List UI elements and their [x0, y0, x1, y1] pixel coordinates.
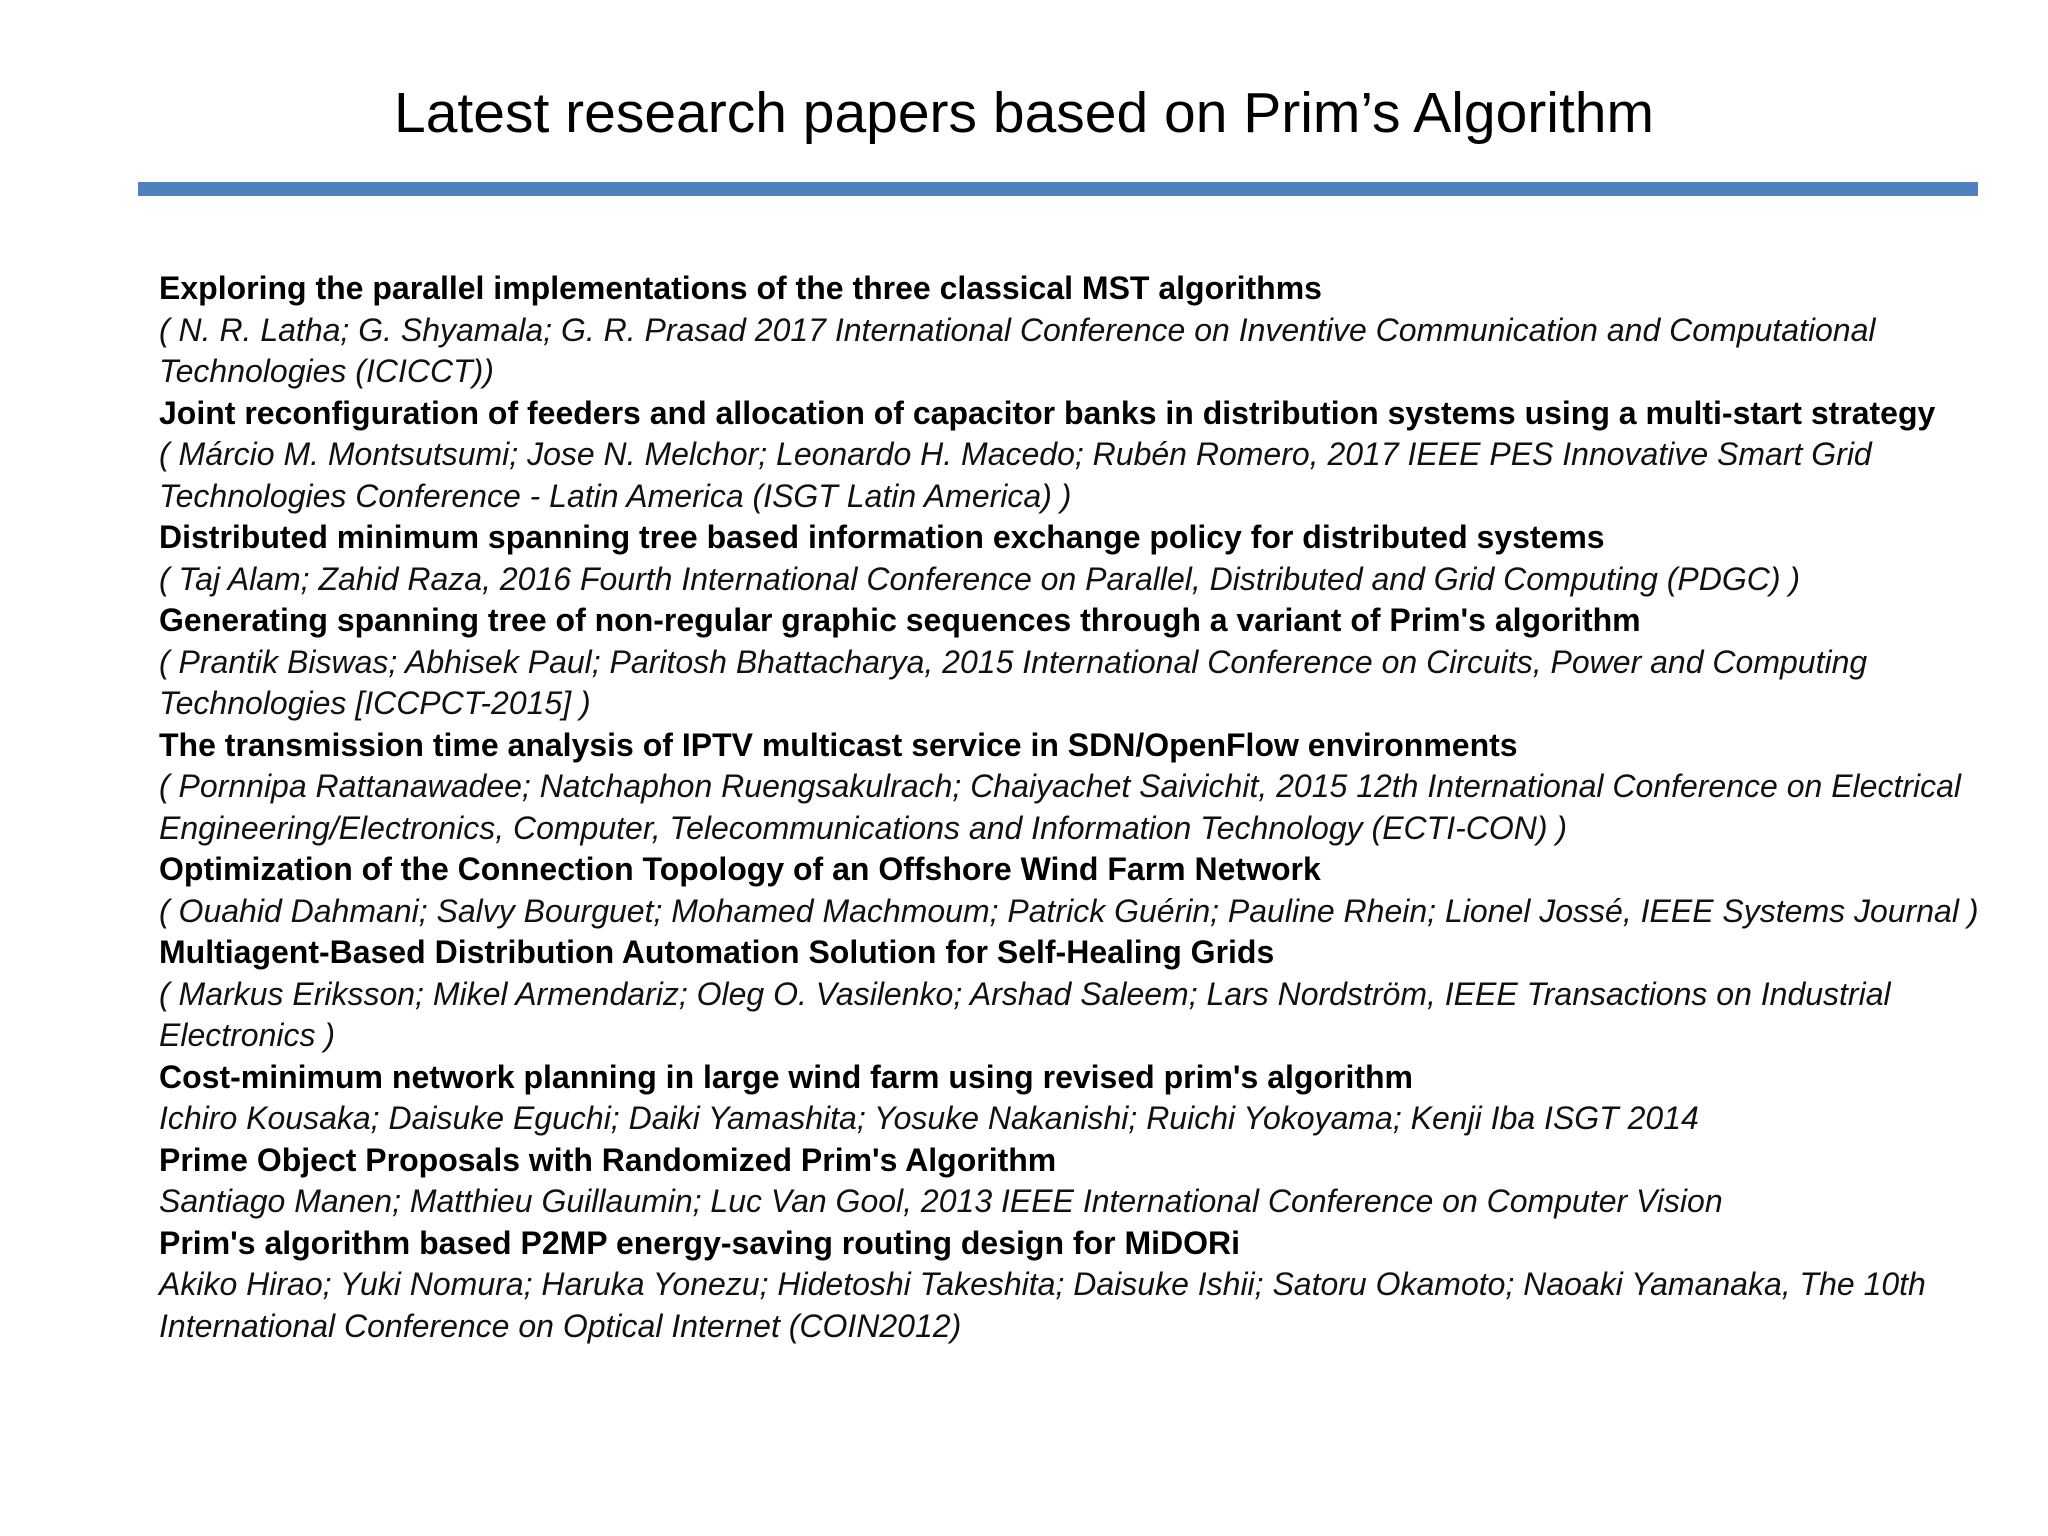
- paper-entry: [159, 1223, 2009, 1348]
- paper-citation: ( Pornnipa Rattanawadee; Natchaphon Ruengsakulrach; Chaiyachet Saivichit, 2015 12th International Conference on Electrical Engineering/Electronics, Computer, Telecommunications and Information Technology (ECTI-CON) ): [159, 768, 1961, 846]
- paper-title: Cost-minimum network planning in large wind farm using revised prim's algorithm: [159, 1058, 1413, 1095]
- paper-citation: ( Taj Alam; Zahid Raza, 2016 Fourth International Conference on Parallel, Distributed and Grid Computing (PDGC) ): [159, 560, 1801, 597]
- paper-title: Prime Object Proposals with Randomized Prim's Algorithm: [159, 1141, 1057, 1178]
- paper-list: [159, 268, 2009, 1347]
- paper-title: Joint reconfiguration of feeders and allocation of capacitor banks in distribution systems using a multi-start strategy: [159, 394, 1936, 431]
- paper-title: Prim's algorithm based P2MP energy-saving routing design for MiDORi: [159, 1224, 1240, 1261]
- paper-citation: ( Prantik Biswas; Abhisek Paul; Paritosh Bhattacharya, 2015 International Conference on Circuits, Power and Computing Technologies [ICCPCT-2015] ): [159, 643, 1868, 721]
- slide-title: Latest research papers based on Prim’s Algorithm: [394, 81, 1654, 145]
- paper-entry: [159, 1057, 2009, 1140]
- paper-entry: [159, 268, 2009, 393]
- paper-title: Multiagent-Based Distribution Automation Solution for Self-Healing Grids: [159, 934, 1275, 970]
- paper-citation: ( Márcio M. Montsutsumi; Jose N. Melchor; Leonardo H. Macedo; Rubén Romero, 2017 IEEE PES Innovative Smart Grid Technologies Conference - Latin America (ISGT Latin America) ): [159, 436, 1872, 514]
- paper-citation: ( Ouahid Dahmani; Salvy Bourguet; Mohamed Machmoum; Patrick Guérin; Pauline Rhein; Lionel Jossé, IEEE Systems Journal ): [159, 892, 1979, 929]
- paper-entry: [159, 1140, 2009, 1223]
- paper-title: Distributed minimum spanning tree based information exchange policy for distributed systems: [159, 519, 1605, 555]
- paper-citation: Akiko Hirao; Yuki Nomura; Haruka Yonezu; Hidetoshi Takeshita; Daisuke Ishii; Satoru Okamoto; Naoaki Yamanaka, The 10th International Conference on Optical Internet (COIN2012): [159, 1266, 1926, 1344]
- paper-title: Exploring the parallel implementations of the three classical MST algorithms: [159, 270, 1322, 306]
- paper-entry: [159, 849, 2009, 932]
- paper-entry: [159, 932, 2009, 1057]
- paper-entry: [159, 600, 2009, 725]
- paper-title: The transmission time analysis of IPTV multicast service in SDN/OpenFlow environments: [159, 726, 1518, 763]
- title-divider: [138, 182, 1978, 196]
- paper-citation: Ichiro Kousaka; Daisuke Eguchi; Daiki Yamashita; Yosuke Nakanishi; Ruichi Yokoyama; Kenji Iba ISGT 2014: [159, 1100, 1699, 1136]
- paper-entry: [159, 517, 2009, 600]
- paper-citation: ( N. R. Latha; G. Shyamala; G. R. Prasad 2017 International Conference on Inventive Communication and Computational Technologies (ICICCT)): [159, 311, 1876, 389]
- paper-title: Optimization of the Connection Topology of an Offshore Wind Farm Network: [159, 851, 1321, 887]
- paper-citation: ( Markus Eriksson; Mikel Armendariz; Oleg O. Vasilenko; Arshad Saleem; Lars Nordström, IEEE Transactions on Industrial Electronics ): [159, 975, 1891, 1053]
- paper-title: Generating spanning tree of non-regular graphic sequences through a variant of Prim's algorithm: [159, 602, 1641, 638]
- paper-entry: [159, 725, 2009, 850]
- paper-entry: [159, 393, 2009, 518]
- paper-citation: Santiago Manen; Matthieu Guillaumin; Luc Van Gool, 2013 IEEE International Conference on Computer Vision: [159, 1183, 1723, 1219]
